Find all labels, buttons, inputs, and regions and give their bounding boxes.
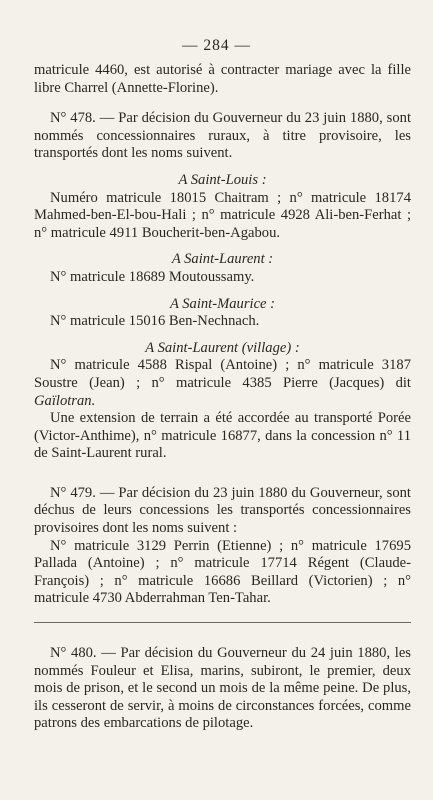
heading-saint-maurice: A Saint-Maurice : xyxy=(169,295,276,312)
list-saint-maurice: N° matricule 15016 Ben-Nechnach. xyxy=(50,313,260,330)
list-decheance: N° matricule 3129 Perrin (Etienne) ; n° matricule 17695 Pallada (Antoine) ; n° matricule 17714 Régent (Claude-François) ; n° matricule 16686 Beillard (Victorien) ; n° matricule 4730 Abderrahman Ten-Tahar. xyxy=(34,537,411,607)
list-saint-louis: Numéro matricule 18015 Chaitram ; n° matricule 18174 Mahmed-ben-El-bou-Hali ; n° matricule 4928 Ali-ben-Ferhat ; n° matricule 4911 Boucherit-ben-Agabou. xyxy=(34,189,411,241)
list-saint-laurent-village-text: N° matricule 4588 Rispal (Antoine) ; n° matricule 3187 Soustre (Jean) ; n° matricule 4385 Pierre (Jacques) dit xyxy=(34,357,411,391)
surname-gailotran: Gaïlotran. xyxy=(34,392,96,409)
list-saint-laurent-village xyxy=(34,357,411,410)
decision-478: N° 478. — Par décision du Gouverneur du 23 juin 1880, sont nommés concessionnaires ruraux, à titre provisoire, les transportés dont les noms suivent. xyxy=(34,110,411,162)
list-saint-laurent: N° matricule 18689 Moutoussamy. xyxy=(50,268,255,285)
paragraph-continuation: matricule 4460, est autorisé à contracter mariage avec la fille libre Charrel (Annette-Florine). xyxy=(34,62,411,96)
heading-saint-laurent: A Saint-Laurent : xyxy=(171,251,274,268)
heading-saint-laurent-village: A Saint-Laurent (village) : xyxy=(145,339,300,356)
land-extension-note: Une extension de terrain a été accordée au transporté Porée (Victor-Anthime), n° matricule 16877, dans la concession n° 11 de Saint-Laurent rural. xyxy=(34,410,411,462)
document-body xyxy=(34,62,411,733)
heading-saint-louis: A Saint-Louis : xyxy=(178,171,267,188)
decision-479: N° 479. — Par décision du 23 juin 1880 du Gouverneur, sont déchus de leurs concessions les transportés concessionnaires provisoires dont les noms suivent : xyxy=(34,484,411,537)
page-number: — 284 — xyxy=(182,37,251,54)
decision-480: N° 480. — Par décision du Gouverneur du 24 juin 1880, les nommés Fouleur et Elisa, marins, subiront, le premier, deux mois de prison, et le second un mois de la même peine. De plus, ils cesseront de servir, à moins de circonstances forcées, comme patrons des embarcations de pilotage. xyxy=(34,645,411,732)
